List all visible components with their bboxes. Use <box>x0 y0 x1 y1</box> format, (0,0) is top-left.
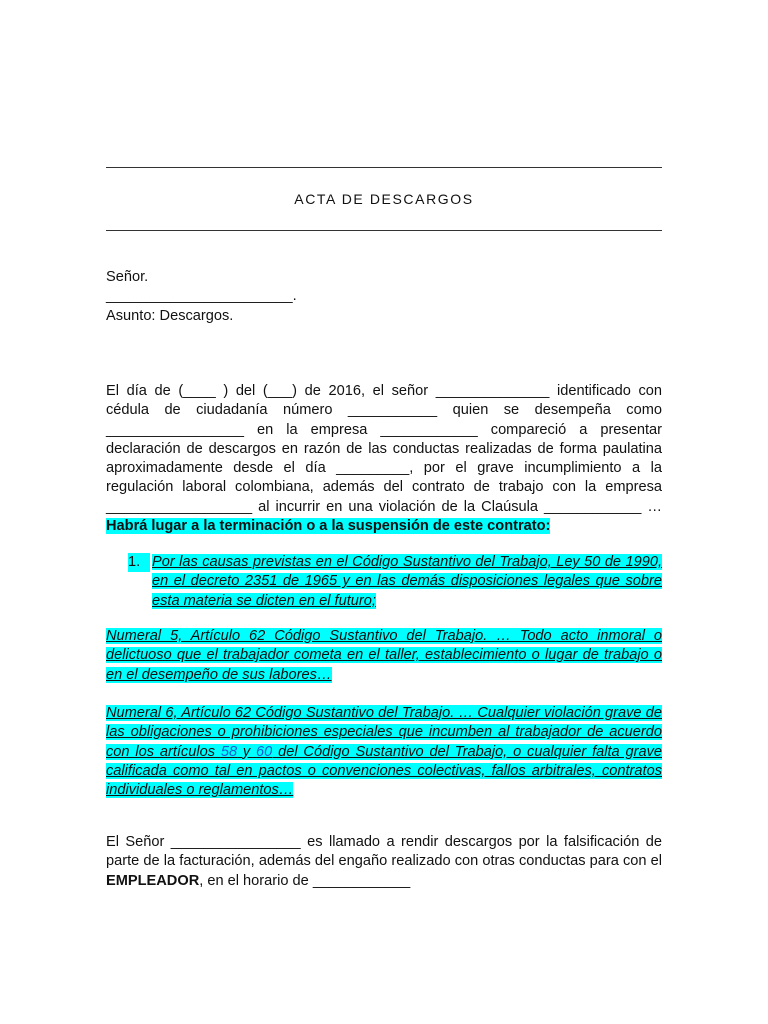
recipient-blank-line: _______________________. <box>106 288 297 305</box>
declaration-text: El día de (____ ) del (___) de 2016, el señor ______________ identificado con cédula de ciudadanía número ___________ quien se desempeña como _________________ en la empresa ____________ compareció a presentar declaración de descargos en razón de las conductas realizadas de forma paulatina aproximadamente desde el día _________, por el grave incumplimiento a la regulación laboral colombiana, además del contrato de trabajo con la empresa __________________ al incurrir en una violación de la Claúsula ____________ … <box>106 383 662 515</box>
list-item <box>152 553 662 611</box>
salutation-block <box>106 268 662 326</box>
document-title: ACTA DE DESCARGOS <box>294 191 474 207</box>
summons-text: El Señor ________________ es llamado a rendir descargos por la falsificación de parte de la facturación, además del engaño realizado con otras conductas para con el <box>106 834 662 870</box>
numeral-6-conjunction: y <box>237 743 257 760</box>
numeral-6-quote <box>106 704 662 800</box>
salutation-line: Señor. <box>106 269 149 285</box>
article-60-link[interactable]: 60 <box>256 743 273 760</box>
subject-line: Asunto: Descargos. <box>106 307 234 324</box>
employer-bold: EMPLEADOR <box>106 872 200 889</box>
schedule-text: , en el horario de ____________ <box>199 872 411 889</box>
numeral-6-text-before: Numeral 6, Artículo 62 Código Sustantivo del Trabajo. … Cualquier violación grave de las obligaciones o prohibiciones especiales que incumben al trabajador de acuerdo con los artículos <box>106 705 662 760</box>
numbered-list <box>128 553 662 611</box>
termination-clause-highlight: Habrá lugar a la terminación o a la suspensión de este contrato: <box>106 518 551 535</box>
top-rule <box>106 167 662 168</box>
body-paragraph-summons <box>106 833 662 891</box>
list-number: 1. <box>128 553 150 572</box>
list-item-text: Por las causas previstas en el Código Sustantivo del Trabajo, Ley 50 de 1990, en el decreto 2351 de 1965 y en las demás disposiciones legales que sobre esta materia se dicten en el futuro; <box>152 554 662 609</box>
numeral-5-text: Numeral 5, Artículo 62 Código Sustantivo del Trabajo. … Todo acto inmoral o delictuoso que el trabajador cometa en el taller, establecimiento o lugar de trabajo o en el desempeño de sus labores… <box>106 628 662 683</box>
numeral-6-text-after: del Código Sustantivo del Trabajo, o cualquier falta grave calificada como tal en pactos o convenciones colectivas, fallos arbitrales, contratos individuales o reglamentos… <box>106 743 662 799</box>
bottom-rule <box>106 230 662 231</box>
body-paragraph-declaration <box>106 382 662 536</box>
article-58-link[interactable]: 58 <box>220 743 238 760</box>
numeral-5-quote <box>106 627 662 685</box>
